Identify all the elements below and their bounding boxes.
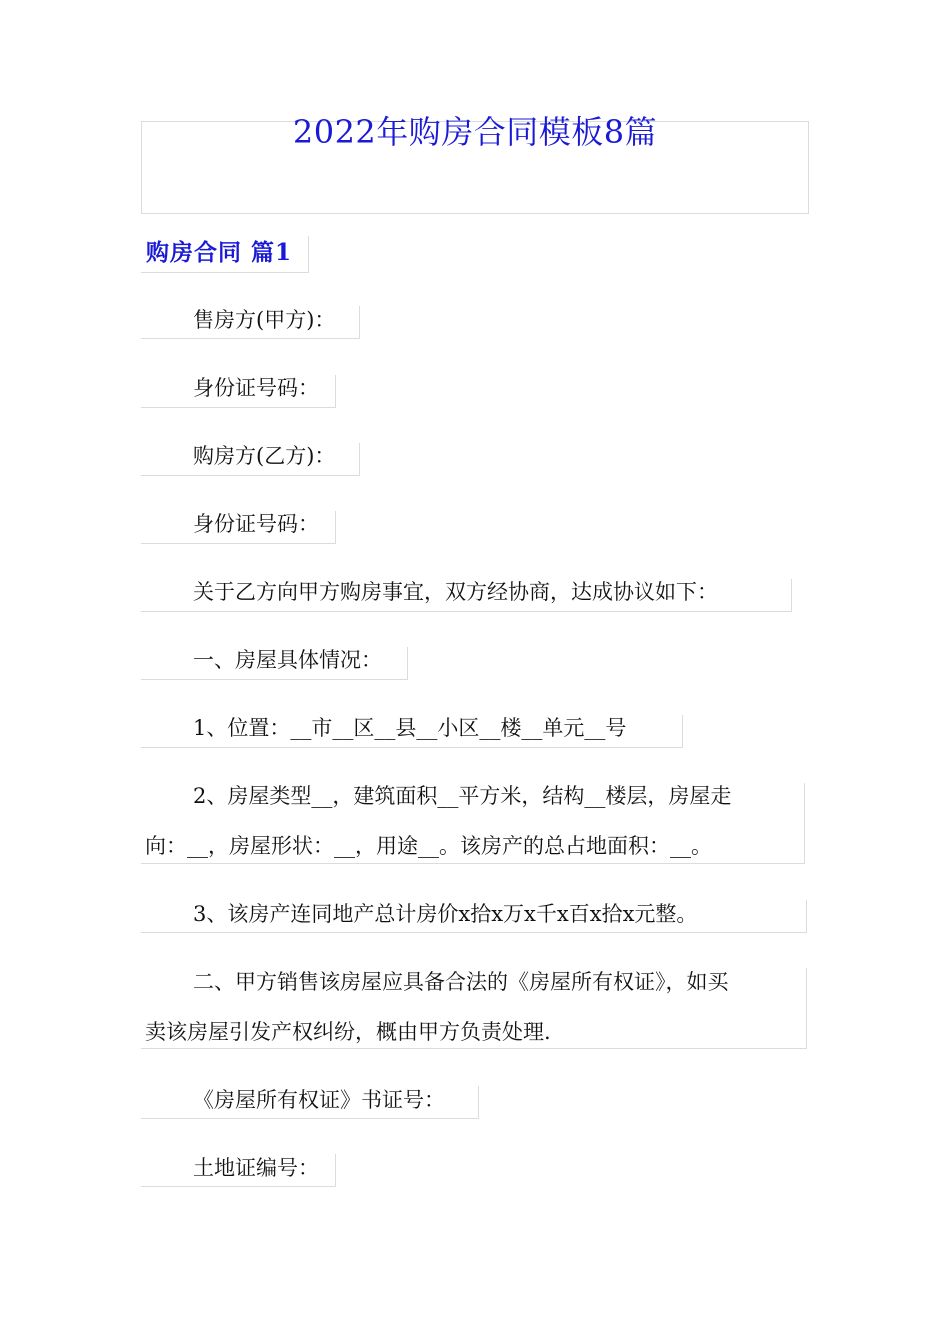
page-title: 2022年购房合同模板8篇 [292,113,658,151]
section-heading: 购房合同 篇1 [146,239,293,266]
seller-id-label: 身份证号码： [193,376,319,400]
seller-label: 售房方(甲方)： [193,308,336,332]
agreement-intro: 关于乙方向甲方购房事宜，双方经协商，达成协议如下： [193,580,718,604]
section-two-text: 二、甲方销售该房屋应具备合法的《房屋所有权证》，如买 [193,970,729,994]
land-certificate-label: 土地证编号： [193,1156,319,1180]
clause-house-type-cont: 向：__，房屋形状：__，用途__。该房产的总占地面积：__。 [145,834,712,858]
buyer-label: 购房方(乙方)： [193,444,336,468]
certificate-number-label: 《房屋所有权证》书证号： [193,1088,445,1112]
clause-price: 3、该房产连同地产总计房价x拾x万x千x百x拾x元整。 [193,902,698,926]
buyer-id-label: 身份证号码： [193,512,319,536]
clause-house-type: 2、房屋类型__，建筑面积__平方米，结构__楼层，房屋走 [193,784,732,808]
section-two-text-cont: 卖该房屋引发产权纠纷，概由甲方负责处理. [145,1020,551,1044]
section-one-heading: 一、房屋具体情况： [193,648,382,672]
clause-location: 1、位置：__市__区__县__小区__楼__单元__号 [193,716,627,740]
